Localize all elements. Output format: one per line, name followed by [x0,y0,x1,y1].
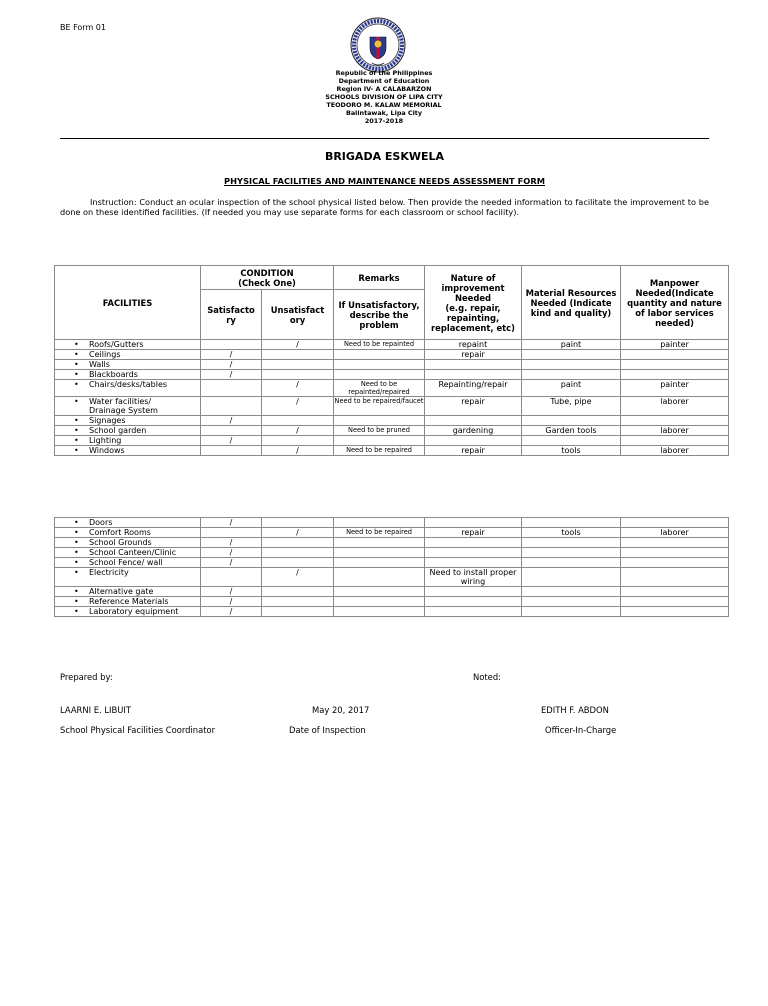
header-condition: CONDITION (Check One) [201,266,334,290]
satisfactory-check: / [201,587,262,597]
unsatisfactory-check [262,548,334,558]
remarks-cell [334,518,425,528]
facility-cell [55,446,201,456]
facility-cell [55,568,201,587]
facility-name: Walls [89,360,110,369]
facility-cell [55,370,201,380]
manpower-cell: painter [621,340,729,350]
facility-name: Windows [89,446,125,455]
satisfactory-check: / [201,416,262,426]
manpower-cell [621,587,729,597]
facility-cell [55,380,201,397]
remarks-cell [334,360,425,370]
table-row [55,587,729,597]
bullet-icon: • [74,397,79,406]
facility-cell [55,528,201,538]
manpower-cell [621,360,729,370]
facility-name: Blackboards [89,370,138,379]
bullet-icon: • [74,558,79,567]
unsatisfactory-check: / [262,568,334,587]
manpower-cell: laborer [621,446,729,456]
material-cell [522,370,621,380]
remarks-cell [334,436,425,446]
date-label: Date of Inspection [289,725,366,735]
remarks-cell [334,416,425,426]
header-line: Region IV- A CALABARZON [336,85,432,93]
facility-name: Ceilings [89,350,121,359]
table-row [55,426,729,436]
table-row [55,380,729,397]
remarks-cell [334,370,425,380]
remarks-cell [334,607,425,617]
header-line: SCHOOLS DIVISION OF LIPA CITY [325,93,443,101]
material-cell: Tube, pipe [522,397,621,416]
satisfactory-check [201,446,262,456]
nature-cell [425,607,522,617]
unsatisfactory-check: / [262,426,334,436]
header-block [234,69,534,125]
remarks-cell [334,568,425,587]
table-row [55,360,729,370]
manpower-cell [621,436,729,446]
satisfactory-check: / [201,538,262,548]
facility-name: Roofs/Gutters [89,340,144,349]
preparer-name: LAARNI E. LIBUIT [60,705,131,715]
table-row [55,446,729,456]
nature-cell [425,436,522,446]
manpower-cell [621,568,729,587]
nature-cell [425,360,522,370]
material-cell [522,436,621,446]
header-line: Republic of the Philippines [335,69,433,77]
assessment-table-1 [54,265,729,456]
material-cell: paint [522,340,621,350]
material-cell [522,350,621,360]
material-cell [522,416,621,426]
satisfactory-check [201,397,262,416]
bullet-icon: • [74,446,79,455]
unsatisfactory-check: / [262,397,334,416]
material-cell [522,518,621,528]
remarks-cell [334,350,425,360]
satisfactory-check [201,528,262,538]
preparer-title: School Physical Facilities Coordinator [60,725,216,735]
nature-cell [425,587,522,597]
inspection-date: May 20, 2017 [312,705,370,715]
table-row [55,518,729,528]
bullet-icon: • [74,538,79,547]
nature-cell: repair [425,446,522,456]
bullet-icon: • [74,340,79,349]
remarks-cell [334,538,425,548]
bullet-icon: • [74,360,79,369]
facility-name: School Fence/ wall [89,558,163,567]
header-material: Material Resources Needed (Indicate kind and quality) [522,266,621,340]
material-cell [522,558,621,568]
manpower-cell: laborer [621,397,729,416]
header-line: 2017-2018 [364,117,404,125]
remarks-cell: Need to be repaired [334,528,425,538]
satisfactory-check [201,340,262,350]
unsatisfactory-check: / [262,528,334,538]
table-row [55,370,729,380]
bullet-icon: • [74,568,79,577]
facility-cell [55,597,201,607]
noter-title: Officer-In-Charge [545,725,617,735]
remarks-cell: Need to be repaired/faucet [334,397,425,416]
header-manpower: Manpower Needed(Indicate quantity and nature of labor services needed) [621,266,729,340]
bullet-icon: • [74,426,79,435]
manpower-cell: laborer [621,528,729,538]
facility-cell [55,518,201,528]
manpower-cell [621,548,729,558]
remarks-cell [334,548,425,558]
satisfactory-check: / [201,607,262,617]
unsatisfactory-check: / [262,380,334,397]
satisfactory-check: / [201,518,262,528]
bullet-icon: • [74,370,79,379]
table-row [55,548,729,558]
facility-name: Doors [89,518,113,527]
material-cell [522,568,621,587]
manpower-cell [621,416,729,426]
facility-name: School garden [89,426,147,435]
nature-cell: gardening [425,426,522,436]
satisfactory-check [201,568,262,587]
unsatisfactory-check [262,597,334,607]
facility-cell [55,350,201,360]
nature-cell: repaint [425,340,522,350]
header-line: Balintawak, Lipa City [345,109,423,117]
facility-cell [55,426,201,436]
bullet-icon: • [74,548,79,557]
manpower-cell [621,558,729,568]
remarks-cell [334,587,425,597]
satisfactory-check: / [201,548,262,558]
table-row [55,340,729,350]
nature-cell [425,538,522,548]
facility-cell [55,416,201,426]
remarks-cell: Need to be repaired [334,446,425,456]
header-remarks-sub: If Unsatisfactory, describe the problem [334,290,425,340]
material-cell: paint [522,380,621,397]
unsatisfactory-check [262,538,334,548]
facility-name: Laboratory equipment [89,607,179,616]
header-satisfactory: Satisfacto ry [201,290,262,340]
bullet-icon: • [74,597,79,606]
form-subtitle: PHYSICAL FACILITIES AND MAINTENANCE NEEDS ASSESSMENT FORM [224,176,545,186]
bullet-icon: • [74,607,79,616]
facility-name: School Canteen/Clinic [89,548,177,557]
manpower-cell [621,607,729,617]
facility-cell [55,607,201,617]
facility-cell [55,538,201,548]
bullet-icon: • [74,518,79,527]
table-row [55,597,729,607]
facility-cell [55,340,201,350]
nature-cell [425,597,522,607]
unsatisfactory-check: / [262,340,334,350]
material-cell: tools [522,446,621,456]
material-cell: tools [522,528,621,538]
unsatisfactory-check [262,370,334,380]
header-line: TEODORO M. KALAW MEMORIAL [326,101,442,109]
page-title: BRIGADA ESKWELA [324,150,445,163]
material-cell [522,587,621,597]
manpower-cell: painter [621,380,729,397]
nature-cell: repair [425,528,522,538]
remarks-cell: Need to be repainted [334,340,425,350]
header-remarks: Remarks [334,266,425,290]
unsatisfactory-check [262,360,334,370]
nature-cell [425,416,522,426]
header-divider [60,138,709,139]
manpower-cell [621,370,729,380]
header-unsatisfactory: Unsatisfact ory [262,290,334,340]
table-row [55,436,729,446]
nature-cell [425,370,522,380]
satisfactory-check: / [201,350,262,360]
satisfactory-check: / [201,436,262,446]
form-id: BE Form 01 [60,23,106,32]
nature-cell [425,518,522,528]
material-cell [522,360,621,370]
unsatisfactory-check: / [262,446,334,456]
table-row [55,558,729,568]
facility-name: Chairs/desks/tables [89,380,168,389]
table-row [55,538,729,548]
facility-name: Electricity [89,568,129,577]
bullet-icon: • [74,528,79,537]
unsatisfactory-check [262,558,334,568]
nature-cell [425,548,522,558]
facility-name: Signages [89,416,126,425]
nature-cell: Repainting/repair [425,380,522,397]
facility-cell [55,548,201,558]
satisfactory-check: / [201,597,262,607]
noter-name: EDITH F. ABDON [541,705,609,715]
facility-name: Comfort Rooms [89,528,151,537]
bullet-icon: • [74,587,79,596]
manpower-cell [621,538,729,548]
facility-cell [55,436,201,446]
manpower-cell [621,518,729,528]
bullet-icon: • [74,416,79,425]
material-cell: Garden tools [522,426,621,436]
manpower-cell [621,597,729,607]
satisfactory-check [201,426,262,436]
instruction-text: Instruction: Conduct an ocular inspection of the school physical listed below. Then provide the needed information to facilitate the improvement to be done on these identified facilities. (If needed you may use separate forms for each classroom or school facility). [60,197,709,217]
remarks-cell: Need to be pruned [334,426,425,436]
facility-cell [55,558,201,568]
assessment-table-2 [54,517,729,617]
remarks-cell [334,597,425,607]
facility-name: Lighting [89,436,122,445]
table-row [55,416,729,426]
nature-cell [425,558,522,568]
facility-name: Reference Materials [89,597,169,606]
material-cell [522,607,621,617]
nature-cell: repair [425,350,522,360]
unsatisfactory-check [262,436,334,446]
deped-seal-logo [350,17,406,73]
noted-label: Noted: [473,672,501,682]
header-nature: Nature of improvement Needed (e.g. repair, repainting, replacement, etc) [425,266,522,340]
table-row [55,568,729,587]
bullet-icon: • [74,436,79,445]
material-cell [522,597,621,607]
satisfactory-check: / [201,558,262,568]
material-cell [522,538,621,548]
facility-name: Water facilities/ Drainage System [89,397,158,415]
material-cell [522,548,621,558]
table-row [55,528,729,538]
remarks-cell [334,558,425,568]
satisfactory-check: / [201,360,262,370]
satisfactory-check: / [201,370,262,380]
bullet-icon: • [74,350,79,359]
unsatisfactory-check [262,416,334,426]
table-row [55,350,729,360]
header-line: Department of Education [338,77,430,85]
prepared-by-label: Prepared by: [60,672,113,682]
header-facilities: FACILITIES [55,266,201,340]
unsatisfactory-check [262,607,334,617]
unsatisfactory-check [262,350,334,360]
manpower-cell [621,350,729,360]
unsatisfactory-check [262,518,334,528]
satisfactory-check [201,380,262,397]
facility-name: Alternative gate [89,587,154,596]
facility-cell [55,360,201,370]
remarks-cell: Need to be repainted/repaired [334,380,425,397]
facility-cell [55,587,201,597]
nature-cell: Need to install proper wiring [425,568,522,587]
table-row [55,397,729,416]
bullet-icon: • [74,380,79,389]
facility-name: School Grounds [89,538,152,547]
unsatisfactory-check [262,587,334,597]
nature-cell: repair [425,397,522,416]
facility-cell [55,397,201,416]
manpower-cell: laborer [621,426,729,436]
table-row [55,607,729,617]
